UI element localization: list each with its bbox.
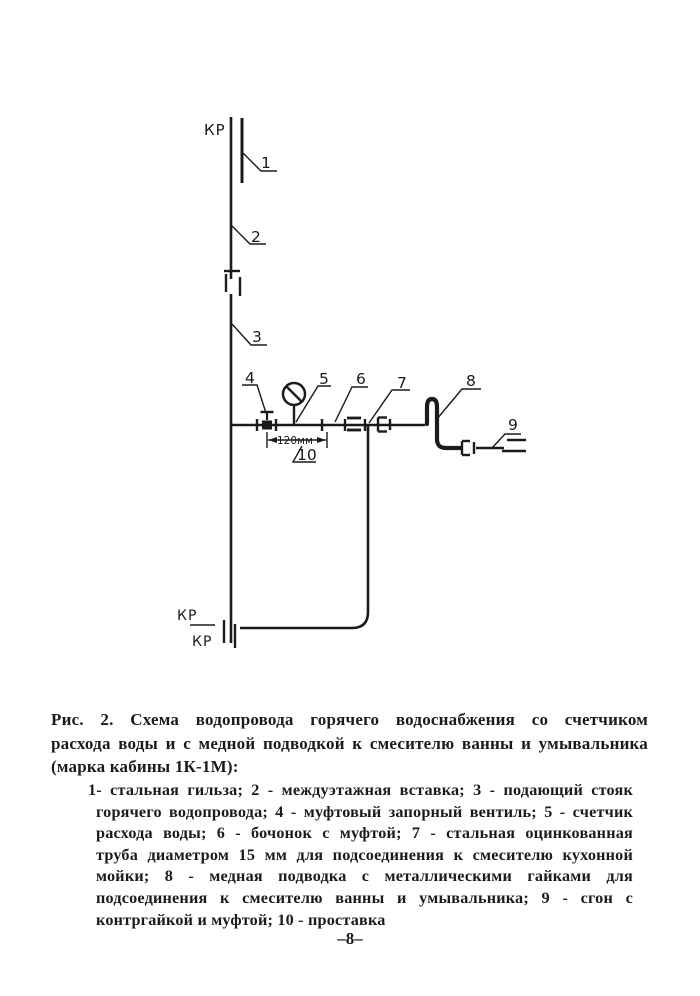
caption-line-2: расхода воды и с медной подводкой к смесителю ванны и умывальника [51, 733, 648, 753]
water-meter-icon [283, 383, 305, 425]
floor-sleeve-icon [224, 620, 235, 648]
legend-line-1: 1- стальная гильза; 2 - междуэтажная вставка; 3 - подающий стояк [88, 781, 633, 799]
valve-icon [261, 412, 274, 430]
figure-legend [88, 780, 633, 931]
legend-line-7: контргайкой и муфтой; 10 - проставка [96, 910, 386, 929]
leader-lines [232, 153, 521, 462]
callout-1-label: 1 [261, 154, 271, 172]
figure-caption [51, 708, 648, 779]
legend-line-3: расхода воды; 6 - бочонок с муфтой; 7 - стальная оцинкованная [96, 824, 633, 843]
legend-line-6: подсоединения к смесителю ванны и умывальника; 9 - сгон с [96, 888, 633, 907]
legend-line-4: труба диаметром 15 мм для подсоединения к смесителю кухонной [96, 845, 633, 864]
caption-line-1: Рис. 2. Схема водопровода горячего водоснабжения со счетчиком [51, 710, 648, 729]
callout-3-label: 3 [252, 328, 262, 346]
page-number: –8– [337, 929, 363, 948]
kr-top-label: КР [204, 121, 226, 139]
kr-bottom-lower-label: КР [192, 634, 213, 650]
callout-7-label: 7 [397, 374, 407, 392]
callout-2-label: 2 [251, 228, 261, 246]
callout-6-label: 6 [356, 370, 366, 388]
union-nut-icon [462, 441, 504, 455]
callout-8-label: 8 [466, 372, 476, 390]
callout-10-label: 10 [297, 446, 317, 464]
callout-4-label: 4 [245, 369, 255, 387]
callout-5-label: 5 [319, 370, 329, 388]
diagram-labels [177, 121, 518, 650]
legend-line-5: мойки; 8 - медная подводка с металлическими гайками для [96, 867, 633, 886]
kr-bottom-upper-label: КР [177, 608, 198, 624]
caption-line-3: (марка кабины 1К-1М): [51, 757, 239, 776]
legend-line-2: горячего водопровода; 4 - муфтовый запорный вентиль; 5 - счетчик [96, 802, 633, 821]
callout-9-label: 9 [508, 416, 518, 434]
pipe-break-icon [502, 440, 526, 451]
dimension-label: 120мм [277, 435, 313, 447]
fitting-symbols [190, 271, 526, 648]
copper-tube [427, 399, 460, 448]
